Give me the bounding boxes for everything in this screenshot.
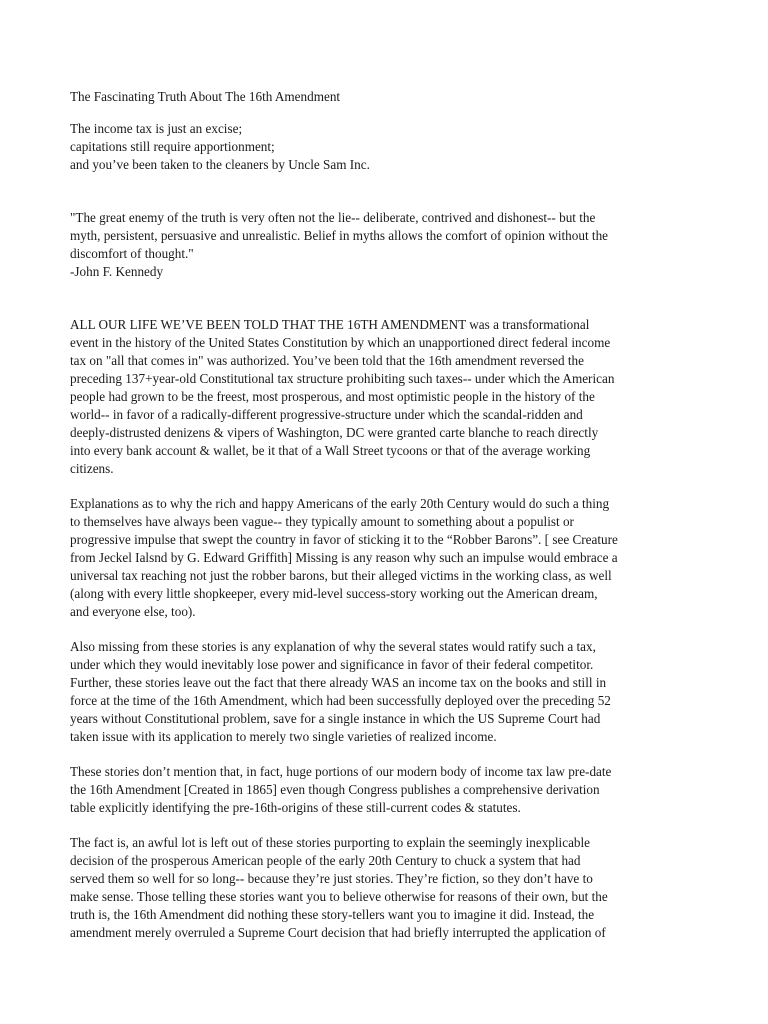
paragraph-line: citizens. (70, 461, 114, 476)
paragraph-line: amendment merely overruled a Supreme Court decision that had briefly interrupted the application of (70, 925, 606, 940)
paragraph-line: world-- in favor of a radically-different progressive-structure under which the scandal-ridden and (70, 407, 583, 422)
paragraph-line: years without Constitutional problem, save for a single instance in which the US Supreme Court had (70, 711, 601, 726)
paragraph-line: event in the history of the United States Constitution by which an unapportioned direct federal income (70, 335, 611, 350)
body-paragraph (70, 834, 706, 942)
paragraph-line: truth is, the 16th Amendment did nothing these story-tellers want you to imagine it did. Instead, the (70, 907, 595, 922)
paragraph-line: served them so well for so long-- because they’re just stories. They’re fiction, so they don’t have to (70, 871, 593, 886)
paragraph-line: decision of the prosperous American people of the early 20th Century to chuck a system that had (70, 853, 581, 868)
paragraph-line: to themselves have always been vague-- they typically amount to something about a populist or (70, 514, 574, 529)
paragraph-line: Also missing from these stories is any explanation of why the several states would ratify such a tax, (70, 639, 596, 654)
quote-attribution: -John F. Kennedy (70, 264, 164, 279)
paragraph-line: The fact is, an awful lot is left out of these stories purporting to explain the seemingly inexplicable (70, 835, 591, 850)
intro-block (70, 120, 706, 174)
body-paragraph (70, 763, 706, 817)
document-title: The Fascinating Truth About The 16th Amendment (70, 89, 341, 104)
paragraph-line: force at the time of the 16th Amendment, which had been successfully deployed over the preceding 52 (70, 693, 611, 708)
paragraph-line: make sense. Those telling these stories want you to believe otherwise for reasons of their own, but the (70, 889, 608, 904)
paragraph-line: Explanations as to why the rich and happy Americans of the early 20th Century would do such a thing (70, 496, 610, 511)
quote-line: myth, persistent, persuasive and unrealistic. Belief in myths allows the comfort of opinion without the (70, 228, 609, 243)
quote-block (70, 209, 706, 281)
document-page (70, 88, 706, 959)
paragraph-line: tax on "all that comes in" was authorized. You’ve been told that the 16th amendment reversed the (70, 353, 584, 368)
paragraph-line: the 16th Amendment [Created in 1865] even though Congress publishes a comprehensive derivation (70, 782, 600, 797)
paragraph-line: preceding 137+year-old Constitutional tax structure prohibiting such taxes-- under which the American (70, 371, 615, 386)
intro-line: capitations still require apportionment; (70, 139, 275, 154)
paragraph-line: ALL OUR LIFE WE’VE BEEN TOLD THAT THE 16TH AMENDMENT was a transformational (70, 317, 590, 332)
body-paragraph (70, 316, 706, 478)
quote-line: "The great enemy of the truth is very often not the lie-- deliberate, contrived and dishonest-- but the (70, 210, 596, 225)
paragraph-line: Further, these stories leave out the fact that there already WAS an income tax on the books and still in (70, 675, 607, 690)
paragraph-line: universal tax reaching not just the robber barons, but their alleged victims in the working class, as well (70, 568, 612, 583)
paragraph-line: These stories don’t mention that, in fact, huge portions of our modern body of income tax law pre-date (70, 764, 612, 779)
intro-line: The income tax is just an excise; (70, 121, 243, 136)
paragraph-line: taken issue with its application to merely two single varieties of realized income. (70, 729, 497, 744)
paragraph-line: people had grown to be the freest, most prosperous, and most optimistic people in the history of the (70, 389, 595, 404)
paragraph-line: deeply-distrusted denizens & vipers of Washington, DC were granted carte blanche to reach directly (70, 425, 599, 440)
body-text (70, 316, 706, 942)
paragraph-line: progressive impulse that swept the country in favor of sticking it to the “Robber Barons”. [ see Creature (70, 532, 618, 547)
paragraph-line: under which they would inevitably lose power and significance in favor of their federal competitor. (70, 657, 594, 672)
quote-line: discomfort of thought." (70, 246, 194, 261)
paragraph-line: from Jeckel Ialsnd by G. Edward Griffith] Missing is any reason why such an impulse would embrace a (70, 550, 618, 565)
body-paragraph (70, 495, 706, 621)
paragraph-line: into every bank account & wallet, be it that of a Wall Street tycoons or that of the average working (70, 443, 591, 458)
paragraph-line: table explicitly identifying the pre-16th-origins of these still-current codes & statutes. (70, 800, 521, 815)
intro-line: and you’ve been taken to the cleaners by Uncle Sam Inc. (70, 157, 370, 172)
paragraph-line: and everyone else, too). (70, 604, 196, 619)
body-paragraph (70, 638, 706, 746)
paragraph-line: (along with every little shopkeeper, every mid-level success-story working out the American dream, (70, 586, 598, 601)
